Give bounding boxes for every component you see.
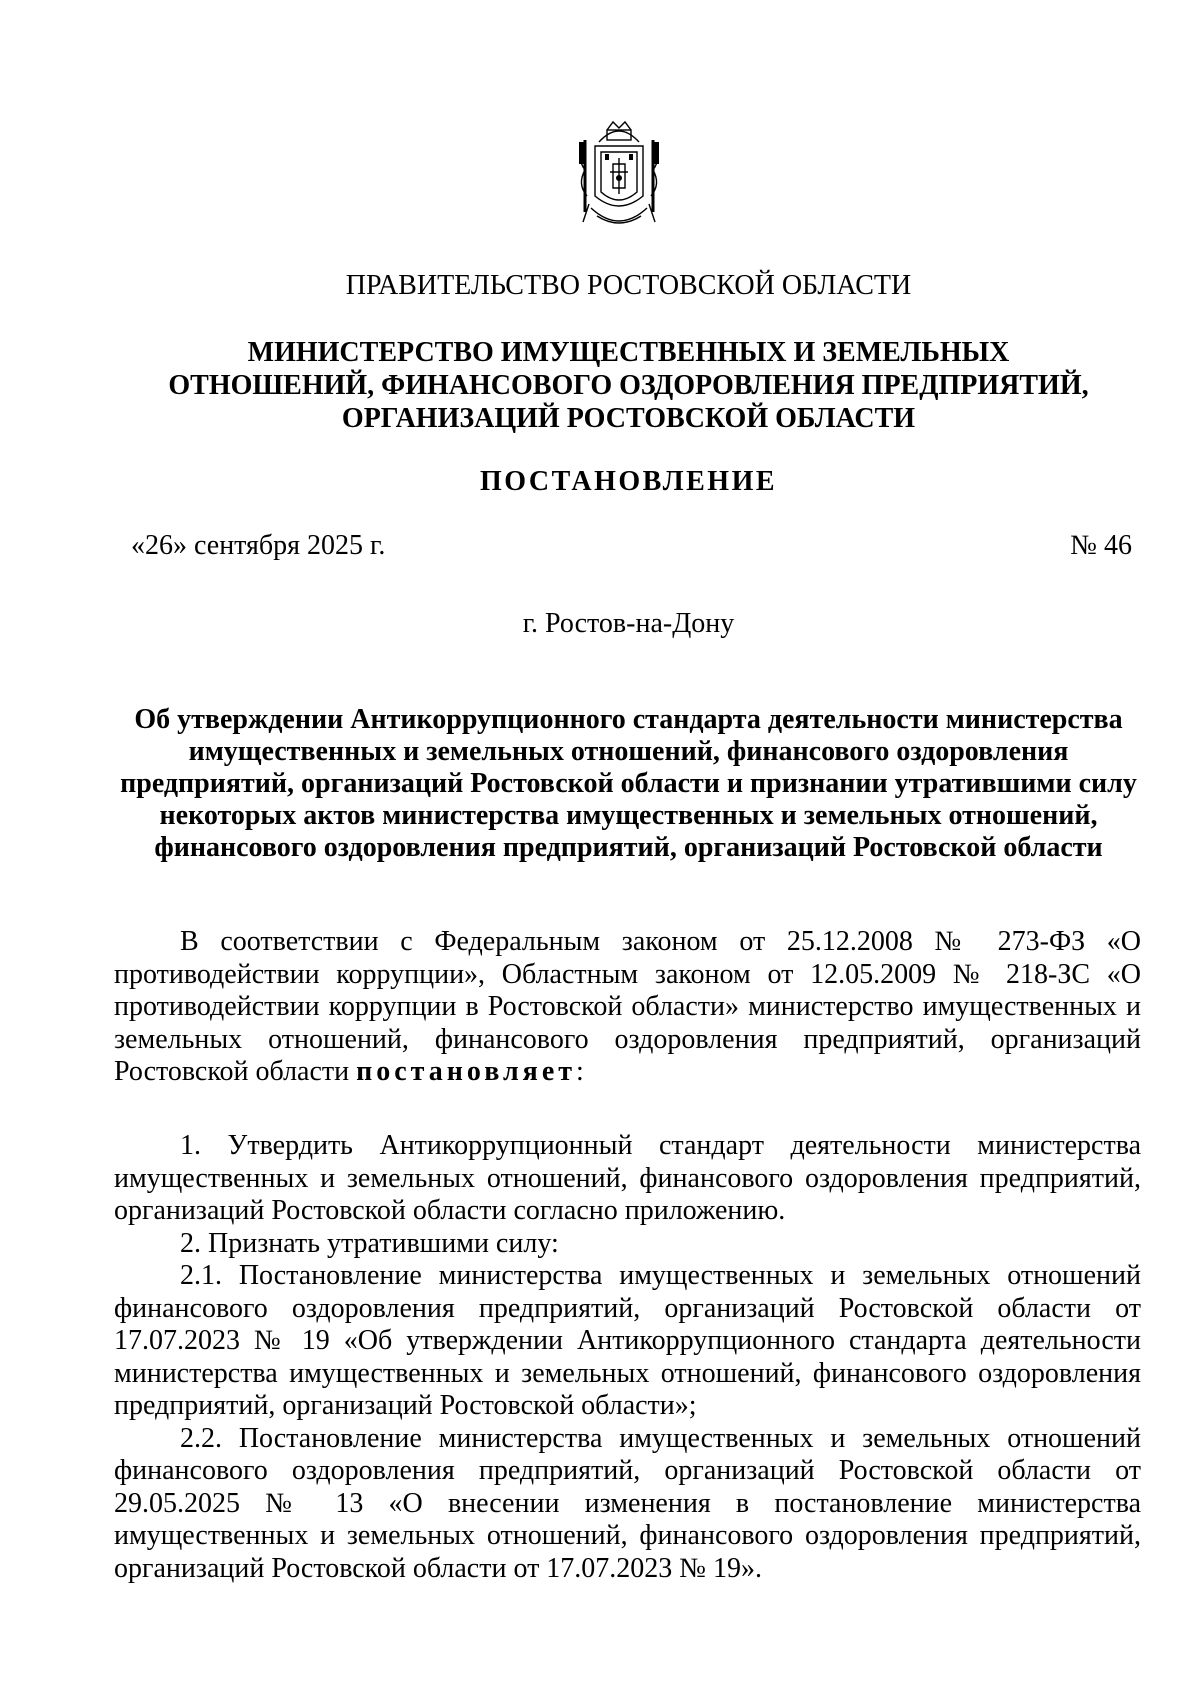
subject-line: Об утверждении Антикоррупционного стандарта деятельности министерства [134, 704, 1123, 735]
document-city: г. Ростов-на-Дону [522, 608, 735, 639]
preamble-colon: : [576, 1056, 584, 1087]
coat-of-arms-emblem [565, 112, 673, 240]
decree-item: 1. Утвердить Антикоррупционный стандарт деятельности министерства имущественных и земельных отношений, финансового оздоровления предприятий, организаций Ростовской области согласно приложению. [114, 1130, 1141, 1226]
ministry-title-line: ОРГАНИЗАЦИЙ РОСТОВСКОЙ ОБЛАСТИ [341, 403, 916, 434]
ministry-title-line: МИНИСТЕРСТВО ИМУЩЕСТВЕННЫХ И ЗЕМЕЛЬНЫХ [247, 337, 1010, 368]
document-subject [110, 704, 1147, 864]
preamble-section [114, 926, 1141, 1089]
decree-word: постановляет [356, 1056, 577, 1087]
document-date: «26» сентября 2025 г. [131, 530, 386, 561]
decree-items [114, 1130, 1141, 1585]
document-number: № 46 [1070, 530, 1132, 561]
subject-line: предприятий, организаций Ростовской области и признании утратившими силу [120, 768, 1137, 799]
subject-line: финансового оздоровления предприятий, организаций Ростовской области [154, 832, 1103, 863]
decree-item: 2.2. Постановление министерства имущественных и земельных отношений финансового оздоровления предприятий, организаций Ростовской области от 29.05.2025 № 13 «О внесении изменения в постановление министерства имущественных и земельных отношений, финансового оздоровления предприятий, организаций Ростовской области от 17.07.2023 № 19». [114, 1422, 1141, 1584]
ministry-title [110, 336, 1147, 435]
ministry-title-line: ОТНОШЕНИЙ, ФИНАНСОВОГО ОЗДОРОВЛЕНИЯ ПРЕДПРИЯТИЙ, [168, 370, 1089, 401]
document-type: ПОСТАНОВЛЕНИЕ [479, 466, 778, 497]
decree-item: 2. Признать утратившими силу: [180, 1227, 559, 1259]
decree-item: 2.1. Постановление министерства имущественных и земельных отношений финансового оздоровления предприятий, организаций Ростовской области от 17.07.2023 № 19 «Об утверждении Антикоррупционного стандарта деятельности министерства имущественных и земельных отношений, финансового оздоровления предприятий, организаций Ростовской области»; [114, 1260, 1141, 1421]
preamble-paragraph [114, 926, 1141, 1089]
subject-line: имущественных и земельных отношений, финансового оздоровления [188, 736, 1069, 767]
preamble-text: В соответствии с Федеральным законом от 25.12.2008 № 273-ФЗ «О противодействии коррупции», Областным законом от 12.05.2009 № 218-ЗС «О противодействии коррупции в Ростовской области» министерство имущественных и земельных отношений, финансового оздоровления предприятий, организаций Ростовской области [114, 926, 1141, 1087]
government-title: ПРАВИТЕЛЬСТВО РОСТОВСКОЙ ОБЛАСТИ [345, 270, 912, 301]
subject-line: некоторых актов министерства имущественных и земельных отношений, [159, 800, 1098, 831]
